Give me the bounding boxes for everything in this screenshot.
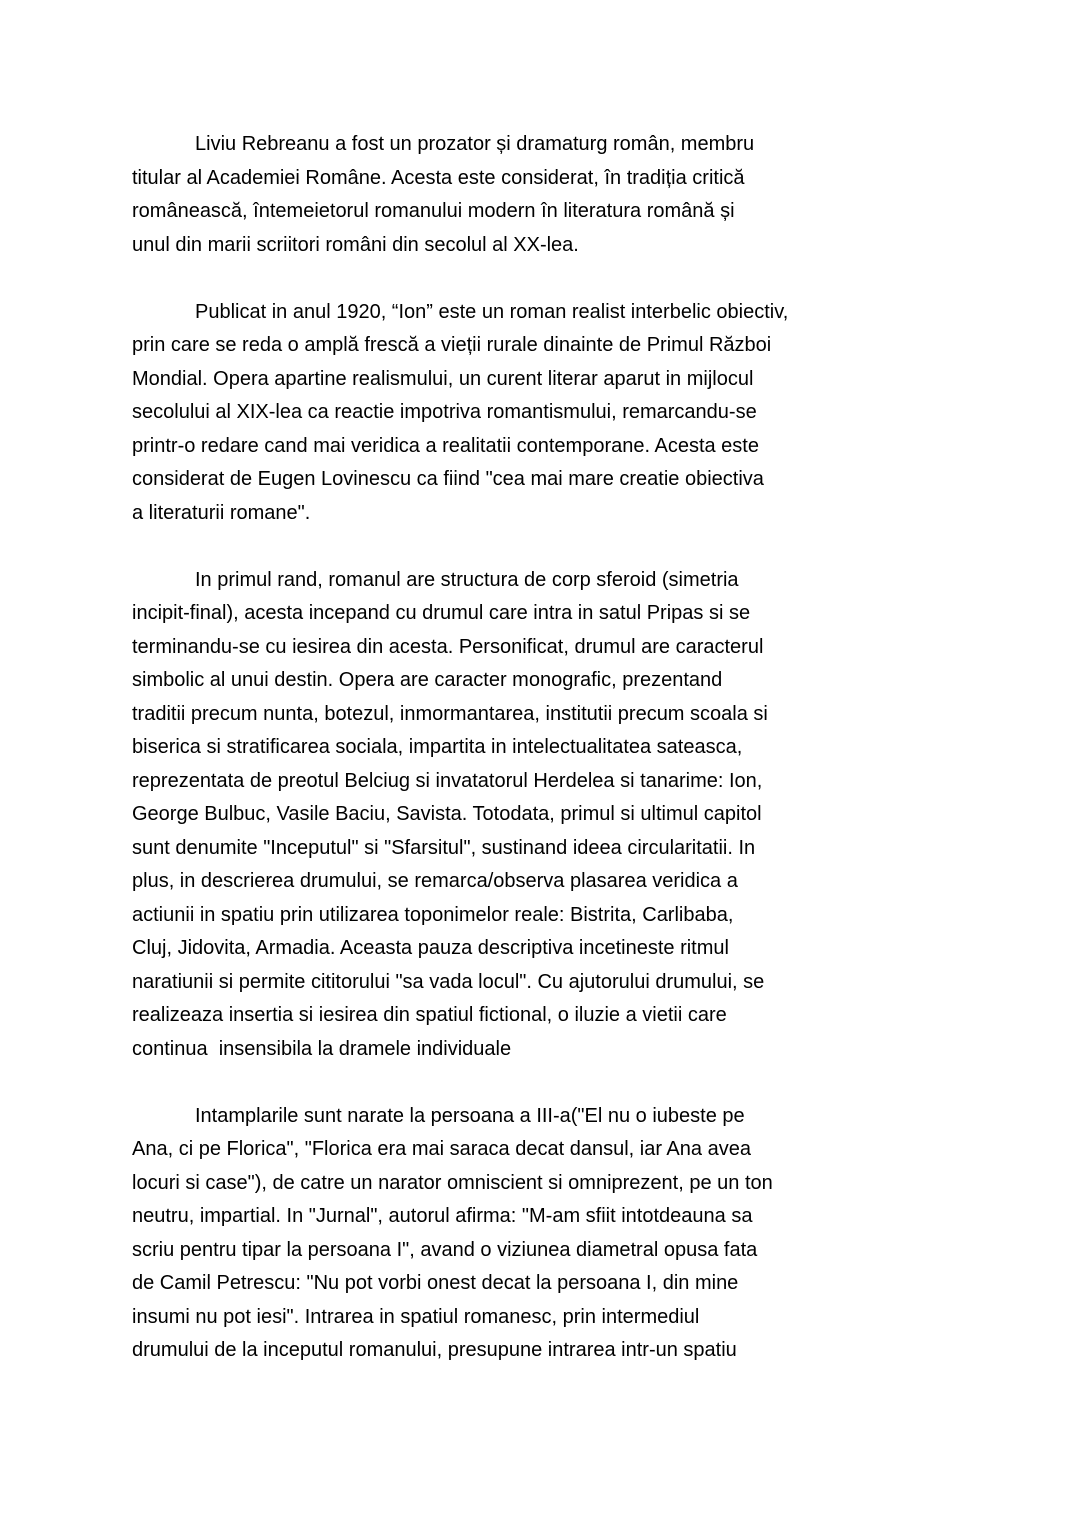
text-line: simbolic al unui destin. Opera are caracter monografic, prezentand [132, 669, 723, 691]
text-line: reprezentata de preotul Belciug si invatatorul Herdelea si tanarime: Ion, [132, 769, 763, 792]
text-line: Publicat in anul 1920, “Ion” este un roman realist interbelic obiectiv, [195, 300, 789, 323]
text-line: considerat de Eugen Lovinescu ca fiind "cea mai mare creatie obiectiva [132, 468, 764, 490]
text-line: Ana, ci pe Florica", "Florica era mai saraca decat dansul, iar Ana avea [132, 1138, 751, 1160]
text-line: terminandu-se cu iesirea din acesta. Personificat, drumul are caracterul [132, 635, 764, 658]
text-line: scriu pentru tipar la persoana I", avand o viziunea diametral opusa fata [132, 1238, 758, 1261]
text-line: plus, in descrierea drumului, se remarca/observa plasarea veridica a [132, 870, 738, 892]
text-line: naratiunii si permite cititorului "sa vada locul". Cu ajutorului drumului, se [132, 970, 765, 993]
text-line: sunt denumite "Inceputul" si "Sfarsitul", sustinand ideea circularitatii. In [132, 836, 756, 859]
document-text [132, 128, 962, 1401]
text-line: printr-o redare cand mai veridica a realitatii contemporane. Acesta este [132, 434, 759, 457]
text-line: actiunii in spatiu prin utilizarea toponimelor reale: Bistrita, Carlibaba, [132, 903, 734, 926]
text-line: titular al Academiei Române. Acesta este considerat, în tradiția critică [132, 166, 745, 189]
text-line: In primul rand, romanul are structura de corp sferoid (simetria [195, 568, 739, 591]
text-line: drumului de la inceputul romanului, presupune intrarea intr-un spatiu [132, 1339, 737, 1361]
text-line: Cluj, Jidovita, Armadia. Aceasta pauza descriptiva incetineste ritmul [132, 937, 729, 959]
text-line: Mondial. Opera apartine realismului, un curent literar aparut in mijlocul [132, 367, 754, 390]
text-line: românească, întemeietorul romanului modern în literatura română și [132, 200, 735, 222]
text-line: realizeaza insertia si iesirea din spatiul fictional, o iluzie a vietii care [132, 1004, 727, 1026]
text-line: traditii precum nunta, botezul, inmormantarea, institutii precum scoala si [132, 702, 768, 725]
paragraph-4 [132, 1100, 962, 1368]
text-line: unul din marii scriitori români din secolul al XX-lea. [132, 233, 579, 256]
paragraph-1 [132, 128, 962, 262]
paragraph-3 [132, 564, 962, 1067]
text-line: locuri si case"), de catre un narator omniscient si omniprezent, pe un ton [132, 1171, 773, 1194]
text-line: Liviu Rebreanu a fost un prozator și dramaturg român, membru [195, 133, 755, 155]
text-line: biserica si stratificarea sociala, impartita in intelectualitatea sateasca, [132, 736, 743, 758]
text-line: insumi nu pot iesi". Intrarea in spatiul romanesc, prin intermediul [132, 1305, 700, 1328]
text-line: Intamplarile sunt narate la persoana a III-a("El nu o iubeste pe [195, 1104, 745, 1127]
text-line: prin care se reda o amplă frescă a vieții rurale dinainte de Primul Război [132, 334, 772, 356]
text-line: neutru, impartial. In "Jurnal", autorul afirma: "M-am sfiit intotdeauna sa [132, 1205, 753, 1227]
paragraph-2 [132, 296, 962, 531]
text-line: continua insensibila la dramele individuale [132, 1037, 512, 1060]
text-line: de Camil Petrescu: "Nu pot vorbi onest decat la persoana I, din mine [132, 1272, 739, 1294]
text-line: a literaturii romane". [132, 501, 311, 524]
text-line: incipit-final), acesta incepand cu drumul care intra in satul Pripas si se [132, 602, 751, 624]
text-line: George Bulbuc, Vasile Baciu, Savista. Totodata, primul si ultimul capitol [132, 803, 762, 825]
text-line: secolului al XIX-lea ca reactie impotriva romantismului, remarcandu-se [132, 401, 757, 423]
